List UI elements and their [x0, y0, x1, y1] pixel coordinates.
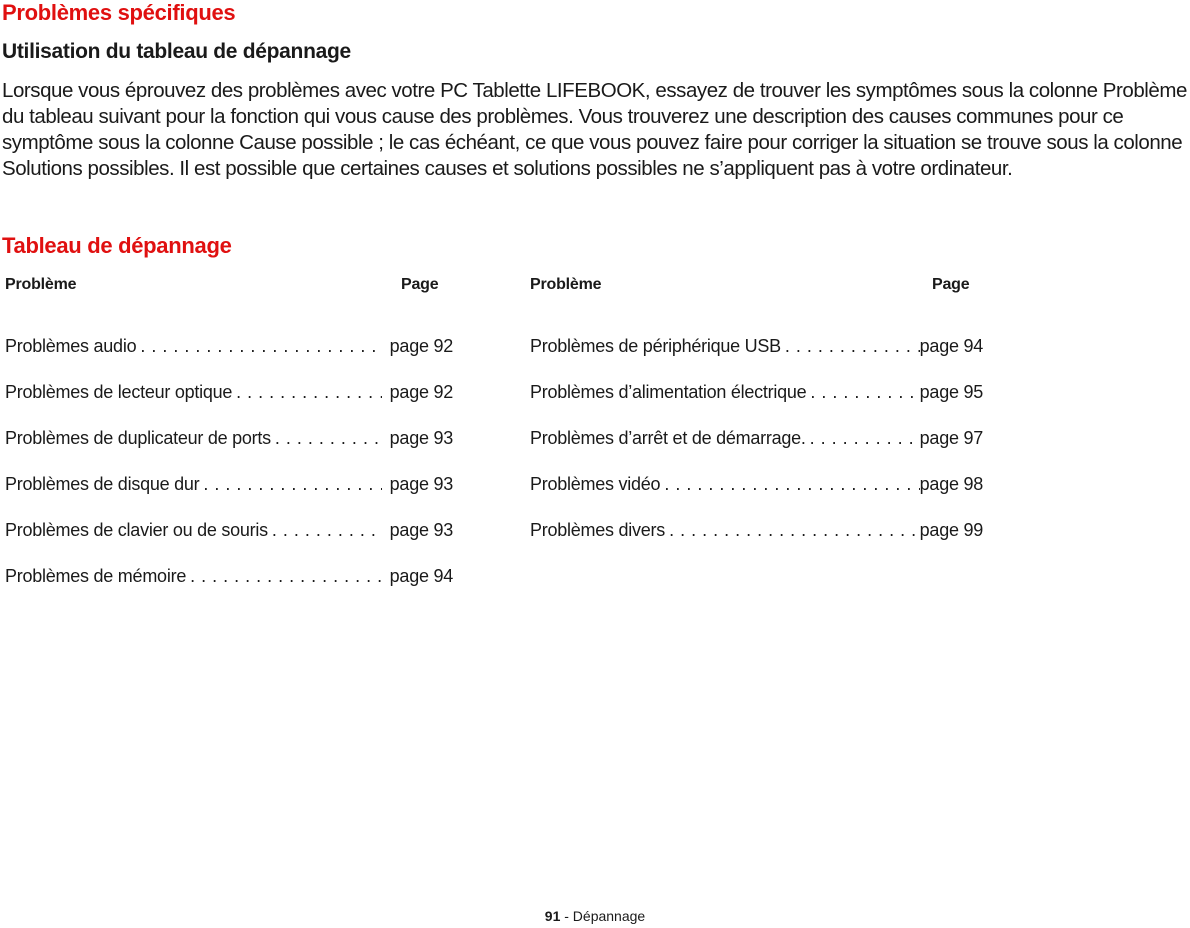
- dot-leader: [199, 474, 381, 495]
- table-header-left: [5, 276, 453, 300]
- table-row[interactable]: [5, 336, 453, 382]
- troubleshooting-table-right-column: [530, 276, 983, 566]
- row-label: Problèmes d’arrêt et de démarrage.: [530, 428, 806, 448]
- footer-page-number: 91: [544, 908, 561, 924]
- row-label: Problèmes divers: [530, 520, 666, 540]
- row-label: Problèmes de périphérique USB: [530, 336, 781, 356]
- table-row[interactable]: [530, 382, 983, 428]
- header-page-right: Page: [932, 276, 970, 293]
- troubleshooting-table-left-column: [5, 276, 453, 612]
- header-problem-right: Problème: [530, 276, 602, 293]
- dot-leader: [271, 428, 382, 449]
- table-row[interactable]: [5, 382, 453, 428]
- dot-leader: [232, 382, 382, 403]
- row-label: Problèmes de clavier ou de souris: [5, 520, 268, 540]
- section-title: Problèmes spécifiques: [2, 0, 236, 25]
- dot-leader: [136, 336, 381, 357]
- row-page[interactable]: page 99: [919, 520, 983, 540]
- row-label: Problèmes de disque dur: [5, 474, 200, 494]
- row-label: Problèmes audio: [5, 336, 137, 356]
- intro-paragraph: Lorsque vous éprouvez des problèmes avec votre PC Tablette LIFEBOOK, essayez de trouver les symptômes sous la colonne Problème du tableau suivant pour la fonction qui vous cause des problèmes. Vous trouverez une description des causes communes pour ce symptôme sous la colonne Cause possible ; le cas échéant, ce que vous pouvez faire pour corriger la situation se trouve sous la colonne Solutions possibles. Il est possible que certaines causes et solutions possibles ne s’appliquent pas à votre ordinateur.: [2, 79, 1187, 180]
- table-row[interactable]: [530, 428, 983, 474]
- header-problem-left: Problème: [5, 276, 77, 293]
- table-row[interactable]: [5, 474, 453, 520]
- row-page[interactable]: page 98: [919, 474, 983, 494]
- row-label: Problèmes de lecteur optique: [5, 382, 233, 402]
- row-page[interactable]: page 93: [389, 474, 453, 494]
- dot-leader: [660, 474, 919, 495]
- dot-leader: [665, 520, 920, 541]
- row-page[interactable]: page 92: [389, 336, 453, 356]
- row-page[interactable]: page 93: [389, 428, 453, 448]
- row-page[interactable]: page 95: [919, 382, 983, 402]
- footer-section-name: - Dépannage: [560, 908, 646, 924]
- row-page[interactable]: page 92: [389, 382, 453, 402]
- row-label: Problèmes de duplicateur de ports: [5, 428, 271, 448]
- dot-leader: [781, 336, 920, 357]
- header-page-left: Page: [401, 276, 439, 293]
- table-row[interactable]: [530, 520, 983, 566]
- dot-leader: [268, 520, 382, 541]
- dot-leader: [806, 428, 920, 449]
- row-label: Problèmes d’alimentation électrique: [530, 382, 807, 402]
- table-row[interactable]: [5, 428, 453, 474]
- table-row[interactable]: [530, 336, 983, 382]
- table-title: Tableau de dépannage: [2, 233, 232, 258]
- table-row[interactable]: [5, 566, 453, 612]
- page-footer: [0, 908, 1190, 924]
- row-label: Problèmes de mémoire: [5, 566, 187, 586]
- dot-leader: [806, 382, 919, 403]
- table-header-right: [530, 276, 983, 300]
- table-row[interactable]: [5, 520, 453, 566]
- dot-leader: [186, 566, 382, 587]
- row-page[interactable]: page 94: [919, 336, 983, 356]
- row-page[interactable]: page 94: [389, 566, 453, 586]
- row-page[interactable]: page 97: [919, 428, 983, 448]
- table-row[interactable]: [530, 474, 983, 520]
- row-page[interactable]: page 93: [389, 520, 453, 540]
- row-label: Problèmes vidéo: [530, 474, 661, 494]
- subsection-title: Utilisation du tableau de dépannage: [2, 40, 351, 63]
